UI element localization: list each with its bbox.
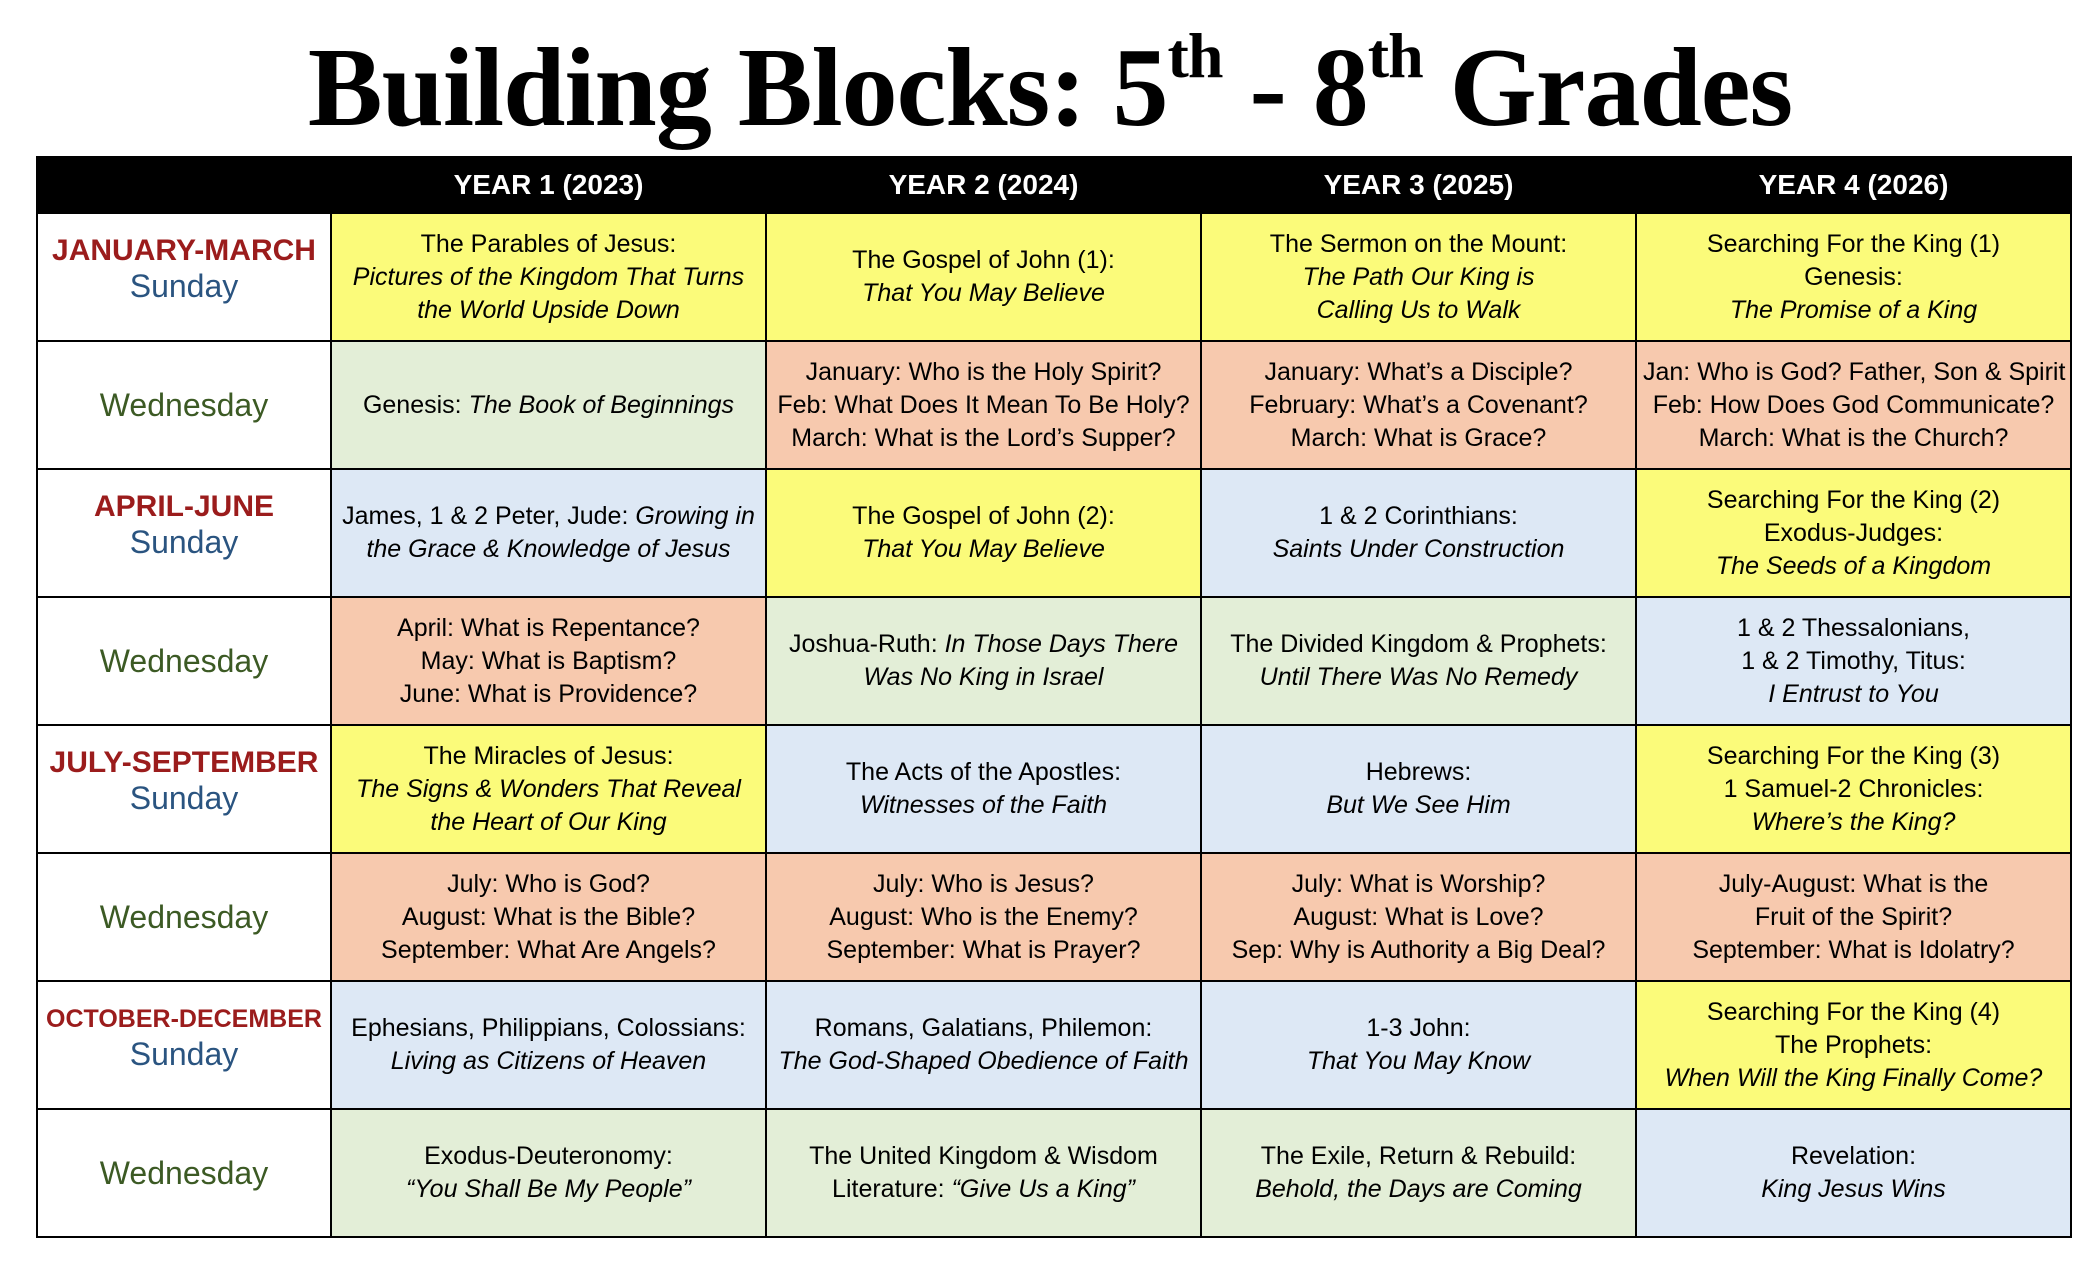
cell-line: When Will the King Finally Come? xyxy=(1664,1063,2043,1092)
cell-line: March: What is the Lord’s Supper? xyxy=(791,423,1176,452)
wednesday-label: Wednesday xyxy=(99,387,269,423)
cell-line: January: What’s a Disciple? xyxy=(1264,357,1573,386)
cell-line: March: What is Grace? xyxy=(1290,423,1547,452)
sunday-row xyxy=(37,981,2071,1109)
header-year-2: YEAR 2 (2024) xyxy=(766,157,1201,213)
sunday-cell-year-3 xyxy=(1201,213,1636,341)
cell-line: January: Who is the Holy Spirit? xyxy=(805,357,1162,386)
cell-line: July: What is Worship? xyxy=(1291,869,1546,898)
header-year-4: YEAR 4 (2026) xyxy=(1636,157,2071,213)
wednesday-cell-year-2 xyxy=(766,597,1201,725)
sunday-cell-year-1 xyxy=(331,725,766,853)
cell-line: The Gospel of John (2): xyxy=(852,502,1115,530)
cell-line: Joshua-Ruth: In Those Days There xyxy=(788,630,1179,658)
cell-line: Exodus-Judges: xyxy=(1763,518,1944,547)
cell-line: Feb: What Does It Mean To Be Holy? xyxy=(777,390,1190,419)
sunday-label: Sunday xyxy=(129,1036,239,1072)
cell-line: Was No King in Israel xyxy=(863,663,1104,691)
wednesday-cell-year-3 xyxy=(1201,597,1636,725)
wednesday-cell-year-2 xyxy=(766,341,1201,469)
cell-line: July: Who is God? xyxy=(447,869,650,898)
cell-line: Living as Citizens of Heaven xyxy=(390,1047,707,1075)
wednesday-cell-year-4 xyxy=(1636,341,2071,469)
cell-line: Ephesians, Philippians, Colossians: xyxy=(351,1014,746,1042)
cell-line: the Heart of Our King xyxy=(430,807,667,836)
sunday-cell-year-4 xyxy=(1636,725,2071,853)
cell-line: The Sermon on the Mount: xyxy=(1269,229,1568,258)
wednesday-cell-year-1 xyxy=(331,341,766,469)
cell-line: 1 Samuel-2 Chronicles: xyxy=(1723,774,1984,803)
cell-line: Searching For the King (2) xyxy=(1706,485,2001,514)
quarter-label: OCTOBER-DECEMBER xyxy=(46,1005,322,1033)
wednesday-cell-year-3 xyxy=(1201,1109,1636,1237)
header-year-3: YEAR 3 (2025) xyxy=(1201,157,1636,213)
sunday-label: Sunday xyxy=(129,524,239,560)
cell-line: Genesis: xyxy=(1804,262,1903,291)
cell-line: Until There Was No Remedy xyxy=(1259,663,1578,691)
wednesday-cell-year-4 xyxy=(1636,1109,2071,1237)
cell-line: July: Who is Jesus? xyxy=(873,869,1094,898)
wednesday-cell-year-2 xyxy=(766,853,1201,981)
sunday-cell-year-4 xyxy=(1636,213,2071,341)
cell-line: King Jesus Wins xyxy=(1761,1175,1946,1203)
sunday-cell-year-1 xyxy=(331,213,766,341)
wednesday-cell-year-3 xyxy=(1201,853,1636,981)
cell-line: The Path Our King is xyxy=(1302,262,1535,291)
cell-line: The Divided Kingdom & Prophets: xyxy=(1230,630,1607,658)
cell-line: Literature: “Give Us a King” xyxy=(832,1175,1135,1203)
cell-line: Hebrews: xyxy=(1365,758,1472,786)
sunday-row xyxy=(37,725,2071,853)
sunday-row xyxy=(37,469,2071,597)
cell-line: I Entrust to You xyxy=(1768,679,1939,708)
wednesday-cell-year-1 xyxy=(331,1109,766,1237)
cell-line: The Acts of the Apostles: xyxy=(845,758,1122,786)
cell-line: April: What is Repentance? xyxy=(397,613,700,642)
quarter-label-cell xyxy=(37,981,331,1109)
cell-line: That You May Know xyxy=(1306,1047,1531,1075)
cell-line: Genesis: The Book of Beginnings xyxy=(362,390,735,419)
cell-line: Saints Under Construction xyxy=(1272,535,1565,563)
cell-line: Searching For the King (3) xyxy=(1706,741,2001,770)
cell-line: Jan: Who is God? Father, Son & Spirit xyxy=(1643,357,2066,386)
cell-line: The Exile, Return & Rebuild: xyxy=(1260,1142,1577,1170)
quarter-label-cell xyxy=(37,469,331,597)
cell-line: That You May Believe xyxy=(862,279,1105,307)
cell-line: Feb: How Does God Communicate? xyxy=(1652,390,2055,419)
sunday-cell-year-3 xyxy=(1201,469,1636,597)
cell-line: Revelation: xyxy=(1790,1142,1917,1170)
sunday-label: Sunday xyxy=(129,268,239,304)
header-row xyxy=(37,157,2071,213)
cell-line: The God-Shaped Obedience of Faith xyxy=(778,1047,1189,1075)
cell-line: the Grace & Knowledge of Jesus xyxy=(366,535,731,563)
cell-line: August: What is the Bible? xyxy=(401,902,696,931)
quarter-label-cell xyxy=(37,213,331,341)
cell-line: The Signs & Wonders That Reveal xyxy=(356,774,741,803)
cell-line: That You May Believe xyxy=(862,535,1105,563)
cell-line: September: What is Idolatry? xyxy=(1692,935,2015,964)
sunday-cell-year-2 xyxy=(766,469,1201,597)
cell-line: 1 & 2 Corinthians: xyxy=(1319,502,1518,530)
cell-line: Where’s the King? xyxy=(1751,807,1956,836)
wednesday-label-cell xyxy=(37,597,331,725)
cell-line: August: Who is the Enemy? xyxy=(829,902,1138,931)
quarter-label: JULY-SEPTEMBER xyxy=(49,746,319,779)
header-year-1: YEAR 1 (2023) xyxy=(331,157,766,213)
cell-line: June: What is Providence? xyxy=(399,679,698,708)
wednesday-row xyxy=(37,1109,2071,1237)
cell-line: September: What Are Angels? xyxy=(381,935,716,964)
cell-line: 1-3 John: xyxy=(1366,1014,1471,1042)
schedule-table xyxy=(36,156,2072,1238)
cell-line: Romans, Galatians, Philemon: xyxy=(814,1014,1153,1042)
quarter-label: JANUARY-MARCH xyxy=(52,234,316,267)
cell-line: July-August: What is the xyxy=(1718,869,1989,898)
sunday-cell-year-3 xyxy=(1201,725,1636,853)
cell-line: But We See Him xyxy=(1326,791,1511,819)
wednesday-label: Wednesday xyxy=(99,899,269,935)
quarter-label: APRIL-JUNE xyxy=(93,490,274,523)
wednesday-cell-year-4 xyxy=(1636,853,2071,981)
wednesday-label: Wednesday xyxy=(99,643,269,679)
wednesday-label: Wednesday xyxy=(99,1155,269,1191)
wednesday-cell-year-3 xyxy=(1201,341,1636,469)
wednesday-label-cell xyxy=(37,853,331,981)
cell-line: The Miracles of Jesus: xyxy=(423,741,674,770)
cell-line: The Parables of Jesus: xyxy=(420,229,677,258)
quarter-label-cell xyxy=(37,725,331,853)
sunday-cell-year-2 xyxy=(766,725,1201,853)
sunday-cell-year-2 xyxy=(766,213,1201,341)
cell-line: The Gospel of John (1): xyxy=(852,246,1115,274)
cell-line: The United Kingdom & Wisdom xyxy=(809,1142,1158,1170)
sunday-cell-year-1 xyxy=(331,981,766,1109)
cell-line: the World Upside Down xyxy=(417,295,680,324)
sunday-cell-year-4 xyxy=(1636,469,2071,597)
cell-line: Pictures of the Kingdom That Turns xyxy=(352,262,745,291)
cell-line: February: What’s a Covenant? xyxy=(1249,390,1588,419)
sunday-cell-year-1 xyxy=(331,469,766,597)
cell-line: The Seeds of a Kingdom xyxy=(1715,551,1992,580)
cell-line: Searching For the King (4) xyxy=(1706,997,2001,1026)
wednesday-row xyxy=(37,341,2071,469)
header-corner xyxy=(37,157,331,213)
cell-line: August: What is Love? xyxy=(1293,902,1544,931)
page-title: Building Blocks: 5th - 8th Grades xyxy=(307,20,1793,150)
wednesday-cell-year-1 xyxy=(331,853,766,981)
cell-line: Witnesses of the Faith xyxy=(859,791,1108,819)
cell-line: Searching For the King (1) xyxy=(1706,229,2001,258)
sunday-cell-year-4 xyxy=(1636,981,2071,1109)
cell-line: The Prophets: xyxy=(1774,1030,1933,1059)
sunday-cell-year-3 xyxy=(1201,981,1636,1109)
cell-line: March: What is the Church? xyxy=(1698,423,2009,452)
cell-line: May: What is Baptism? xyxy=(420,646,677,675)
wednesday-label-cell xyxy=(37,341,331,469)
cell-line: September: What is Prayer? xyxy=(826,935,1141,964)
cell-line: 1 & 2 Thessalonians, xyxy=(1736,613,1971,642)
sunday-label: Sunday xyxy=(129,780,239,816)
cell-line: “You Shall Be My People” xyxy=(406,1175,691,1203)
cell-line: Fruit of the Spirit? xyxy=(1754,902,1953,931)
cell-line: Calling Us to Walk xyxy=(1316,295,1521,324)
wednesday-label-cell xyxy=(37,1109,331,1237)
cell-line: Exodus-Deuteronomy: xyxy=(424,1142,673,1170)
cell-line: The Promise of a King xyxy=(1729,295,1978,324)
cell-line: Sep: Why is Authority a Big Deal? xyxy=(1231,935,1606,964)
sunday-cell-year-2 xyxy=(766,981,1201,1109)
cell-line: James, 1 & 2 Peter, Jude: Growing in xyxy=(342,502,755,530)
wednesday-cell-year-4 xyxy=(1636,597,2071,725)
cell-line: 1 & 2 Timothy, Titus: xyxy=(1741,646,1966,675)
wednesday-row xyxy=(37,597,2071,725)
wednesday-cell-year-2 xyxy=(766,1109,1201,1237)
wednesday-cell-year-1 xyxy=(331,597,766,725)
sunday-row xyxy=(37,213,2071,341)
wednesday-row xyxy=(37,853,2071,981)
cell-line: Behold, the Days are Coming xyxy=(1255,1175,1582,1203)
